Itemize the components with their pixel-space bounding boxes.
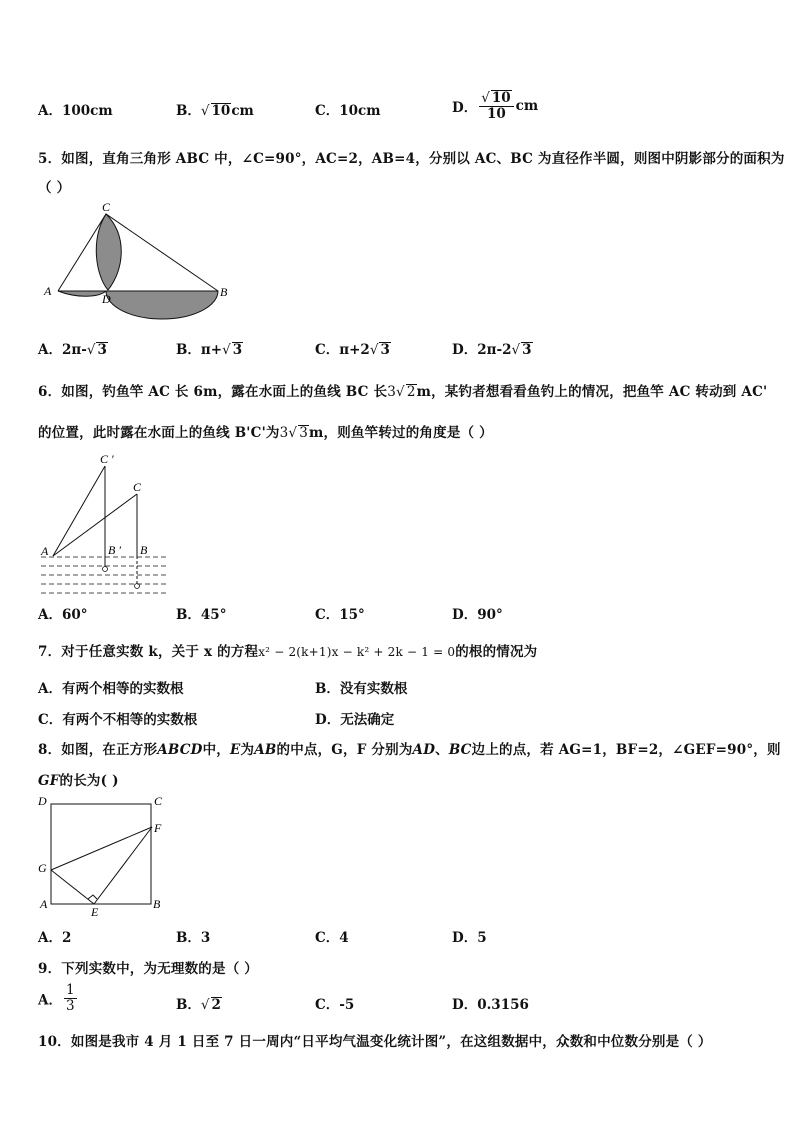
q8-label-a: A: [40, 897, 48, 911]
q8-label-b: B: [153, 897, 161, 911]
q8-square: [51, 804, 151, 904]
q9-option-b[interactable]: B．√ 2: [176, 997, 221, 1013]
q5-figure: [38, 200, 238, 325]
q8-line-gf: [51, 827, 152, 870]
q5-shaded-lower-left: [58, 291, 106, 296]
q6-rod-ac: [53, 494, 137, 556]
q7-equation: x² − 2(k+1)x − k² + 2k − 1 = 0: [258, 645, 456, 659]
q4-option-c[interactable]: C．10cm: [315, 103, 381, 119]
q6-label-c-prime: C ′: [100, 452, 114, 466]
q6-option-a[interactable]: A．60°: [38, 607, 88, 623]
q8-right-angle-mark: [88, 895, 97, 899]
q8-option-a[interactable]: A．2: [38, 930, 72, 946]
q5-triangle-sides: [58, 214, 218, 291]
q8-label-d: D: [38, 794, 47, 808]
q6-hook-b-prime: [103, 567, 108, 572]
q5-stem-line1: 5．如图，直角三角形 ABC 中，∠C=90°，AC=2，AB=4，分别以 AC、BC 为直径作半圆，则图中阴影部分的面积为: [38, 151, 785, 167]
q4-option-b-radicand: 10: [211, 103, 231, 119]
q8-option-c[interactable]: C．4: [315, 930, 349, 946]
q7-option-b[interactable]: B．没有实数根: [315, 681, 408, 697]
q6-stem-line1: 6．如图，钓鱼竿 AC 长 6m，露在水面上的鱼线 BC 长3√ 2m，某钓者想看看鱼钓上的情况，把鱼竿 AC 转动到 AC': [38, 384, 768, 400]
q8-figure: [36, 792, 171, 918]
q8-label-e: E: [91, 905, 99, 918]
q4-option-a[interactable]: A．100cm: [38, 103, 113, 119]
q6-option-c[interactable]: C．15°: [315, 607, 365, 623]
q4-option-b[interactable]: B．√ 10cm: [176, 103, 254, 119]
q6-rod-ac-prime: [53, 466, 105, 556]
q8-line-ef: [94, 827, 152, 904]
q8-label-f: F: [154, 821, 162, 835]
q4-option-d-denominator: 10: [487, 106, 506, 122]
q5-shaded-lens: [96, 214, 121, 290]
q5-option-b[interactable]: B．π+√ 3: [176, 342, 243, 358]
q6-option-b[interactable]: B．45°: [176, 607, 227, 623]
q8-label-c: C: [154, 794, 163, 808]
q8-option-d[interactable]: D．5: [452, 930, 487, 946]
q5-label-b: B: [220, 285, 228, 299]
q4-option-d-prefix: D．: [452, 100, 478, 116]
q7-stem: 7．对于任意实数 k，关于 x 的方程x² − 2(k+1)x − k² + 2k − 1 = 0的根的情况为: [38, 644, 538, 660]
q4-option-d[interactable]: D． $\frac{√ 10}{10}$ cm: [452, 90, 539, 122]
q5-option-a[interactable]: A．2π-√ 3: [38, 342, 107, 358]
q6-option-d[interactable]: D．90°: [452, 607, 503, 623]
q5-label-d: D: [102, 292, 111, 306]
q6-label-c: C: [133, 480, 142, 494]
q5-option-d[interactable]: D．2π-2√ 3: [452, 342, 532, 358]
q6-label-a: A: [41, 544, 49, 558]
q9-stem: 9．下列实数中，为无理数的是（ ）: [38, 961, 258, 977]
q7-option-a[interactable]: A．有两个相等的实数根: [38, 681, 184, 697]
q5-shaded-lower-right: [106, 291, 218, 319]
q8-option-b[interactable]: B．3: [176, 930, 211, 946]
q4-option-d-numerator: 10: [491, 90, 511, 106]
q4-option-d-unit: cm: [515, 98, 539, 114]
q8-stem-line2: GF的长为( ): [38, 773, 119, 789]
q7-option-c[interactable]: C．有两个不相等的实数根: [38, 712, 198, 728]
q8-label-g: G: [38, 861, 47, 875]
q9-option-c[interactable]: C．-5: [315, 997, 355, 1013]
q8-stem-line1: 8．如图，在正方形ABCD中，E为AB的中点，G，F 分别为AD、BC边上的点，若 AG=1，BF=2，∠GEF=90°，则: [38, 742, 781, 758]
q4-option-b-unit: cm: [231, 103, 254, 119]
q9-option-d[interactable]: D．0.3156: [452, 997, 529, 1013]
q6-stem-line2: 的位置，此时露在水面上的鱼线 B'C'为3√ 3m，则鱼竿转过的角度是（ ）: [38, 425, 493, 441]
q6-label-b: B: [140, 543, 148, 557]
q5-label-c: C: [102, 200, 111, 214]
q10-stem: 10．如图是我市 4 月 1 日至 7 日一周内“日平均气温变化统计图”，在这组数据中，众数和中位数分别是（ ）: [38, 1034, 712, 1050]
q9-option-a[interactable]: A． $\frac{1}{3}$: [38, 982, 75, 1014]
q6-figure: [38, 450, 173, 596]
q5-stem-line2: （ ）: [38, 180, 71, 196]
q7-option-d[interactable]: D．无法确定: [315, 712, 395, 728]
q6-label-b-prime: B ′: [108, 543, 121, 557]
q4-option-b-prefix: B．: [176, 103, 201, 119]
q5-label-a: A: [44, 284, 52, 298]
q5-option-c[interactable]: C．π+2√ 3: [315, 342, 390, 358]
q8-line-ge: [51, 870, 94, 904]
